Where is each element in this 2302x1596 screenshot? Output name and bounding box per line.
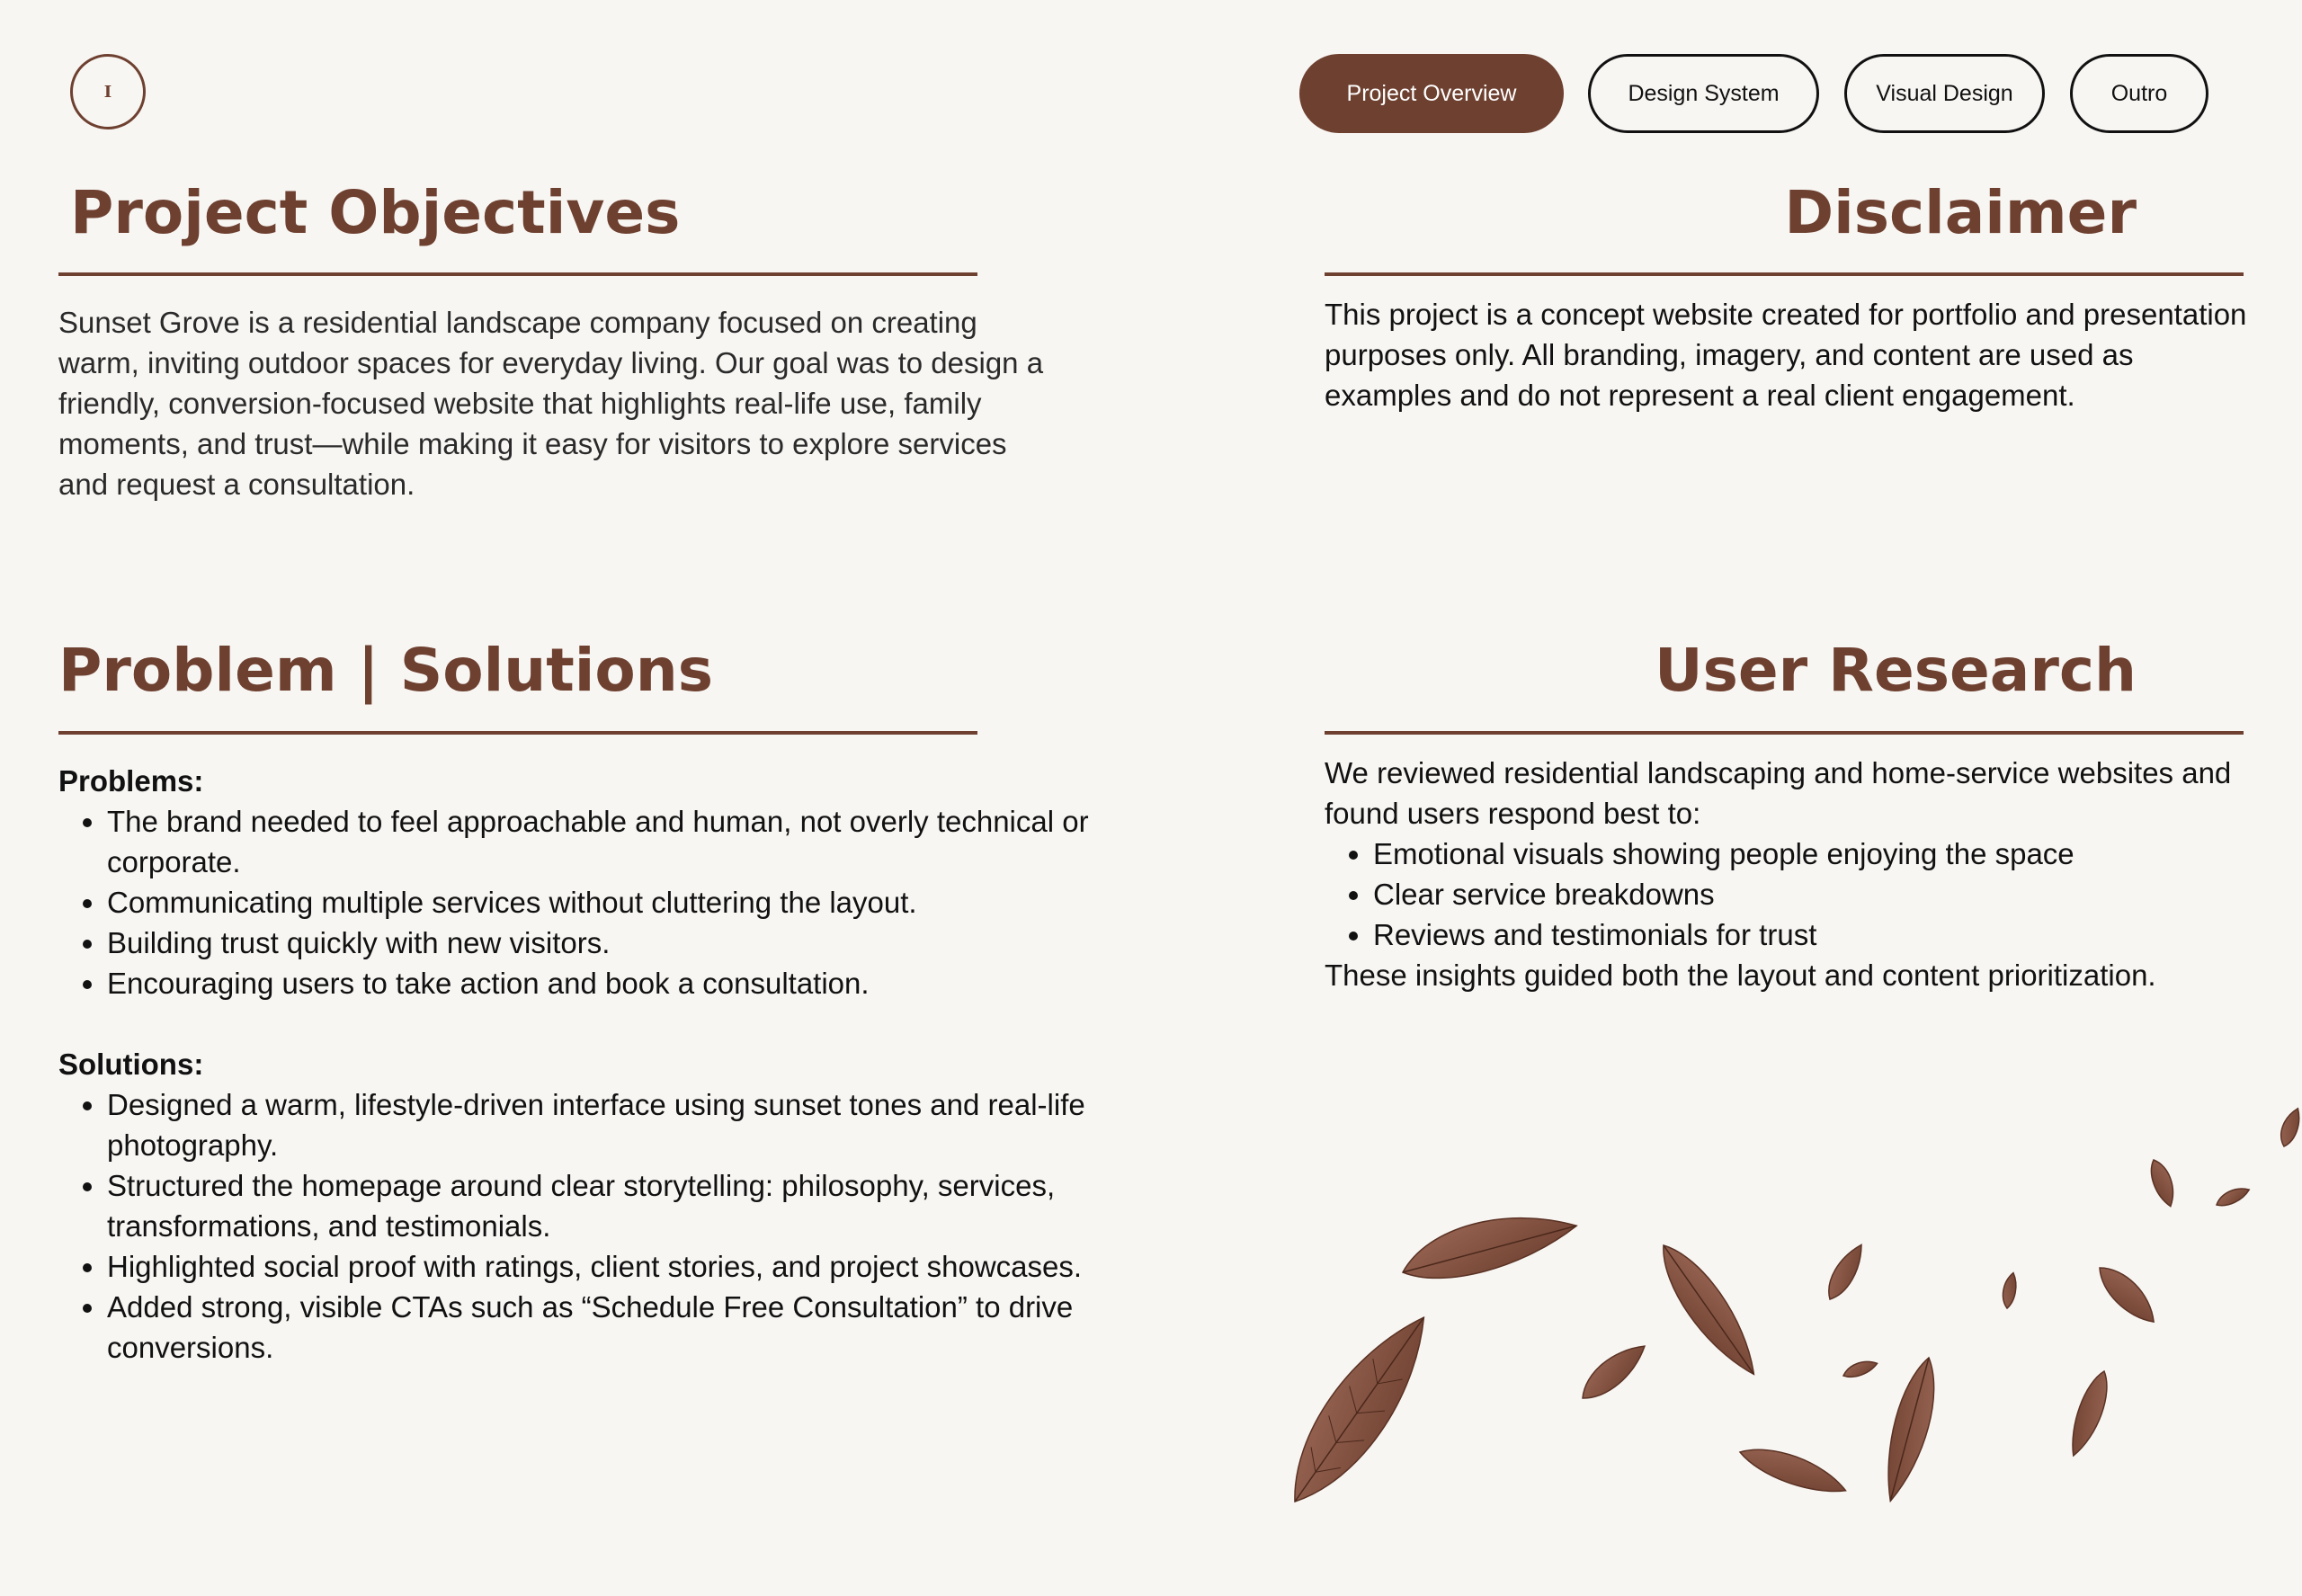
leaf-icon [1270,1300,1449,1520]
user-research-list [1325,834,2302,955]
problem-solutions-heading: Problem | Solutions [58,636,713,705]
list-item: • Clear service breakdowns [1373,874,2302,914]
user-research-divider [1325,731,2244,735]
user-research-outro: These insights guided both the layout and content prioritization. [1325,958,2156,992]
nav-project-overview[interactable]: Project Overview [1299,54,1564,133]
leaf-icon [2064,1368,2116,1460]
objectives-text: Sunset Grove is a residential landscape company focused on creating warm, inviting outdoor spaces for everyday living. Our goal was to design a friendly, conversion-focused website that highlights real-life use, family moments, and trust—while making it easy for visitors to explore services and request a consultation. [58,306,1044,501]
problem-solutions-divider [58,731,977,735]
list-item: • The brand needed to feel approachable and human, not overly technical or corporate. [107,801,1204,882]
list-item: • Reviews and testimonials for trust [1373,914,2302,955]
disclaimer-heading: Disclaimer [1784,178,2137,247]
list-item: • Communicating multiple services without cluttering the layout. [107,882,1204,923]
list-item: • Building trust quickly with new visitors. [107,923,1204,963]
leaf-icon [2146,1156,2180,1208]
list-item: • Emotional visuals showing people enjoying the space [1373,834,2302,874]
leaf-icon [1648,1235,1770,1385]
leaf-icon [1875,1353,1946,1505]
leaf-icon [2091,1258,2163,1330]
list-item: • Added strong, visible CTAs such as “Schedule Free Consultation” to drive conversions. [107,1287,1204,1368]
leaf-icon [1574,1336,1652,1408]
objectives-divider [58,272,977,276]
top-nav [0,54,2302,133]
problems-label: Problems: [58,764,204,798]
objectives-heading: Project Objectives [70,178,681,247]
leaf-icon [1821,1240,1869,1304]
leaf-icon [2214,1183,2252,1209]
list-item: • Designed a warm, lifestyle-driven interface using sunset tones and real-life photography. [107,1084,1204,1165]
leaf-icon [2277,1106,2302,1149]
disclaimer-divider [1325,272,2244,276]
falling-leaves-illustration [1241,1079,2302,1596]
nav-visual-design[interactable]: Visual Design [1844,54,2045,133]
solutions-list [58,1084,1204,1368]
leaf-icon [2001,1271,2019,1309]
leaf-icon [1735,1438,1851,1502]
nav-outro[interactable]: Outro [2070,54,2208,133]
logo-mark: I [103,82,112,102]
list-item: • Highlighted social proof with ratings, client stories, and project showcases. [107,1246,1204,1287]
user-research-heading: User Research [1655,636,2137,705]
solutions-label: Solutions: [58,1048,204,1081]
nav-design-system[interactable]: Design System [1588,54,1819,133]
user-research-intro: We reviewed residential landscaping and home-service websites and found users respond best to: [1325,756,2232,830]
list-item: • Structured the homepage around clear storytelling: philosophy, services, transformations, and testimonials. [107,1165,1204,1246]
list-item: • Encouraging users to take action and book a consultation. [107,963,1204,1003]
leaf-icon [1396,1199,1582,1292]
problems-list [58,801,1204,1003]
disclaimer-text: This project is a concept website created for portfolio and presentation purposes only. All branding, imagery, and content are used as examples and do not represent a real client engagement. [1325,298,2247,412]
leaf-icon [1841,1357,1878,1380]
